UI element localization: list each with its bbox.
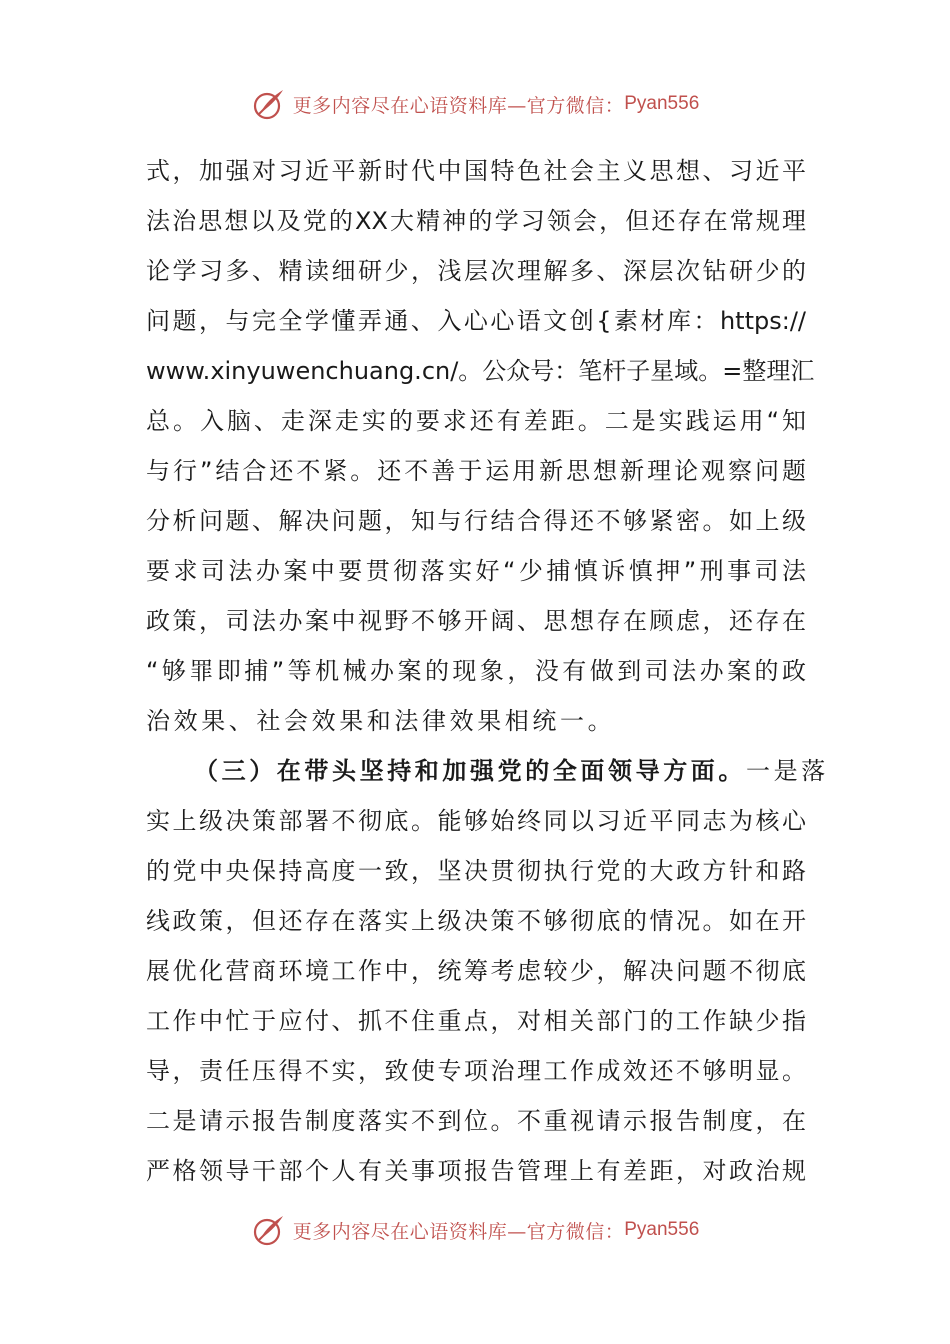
text-line: 导，责任压得不实，致使专项治理工作成效还不够明显。 bbox=[146, 1057, 806, 1085]
text-line: 分析问题、解决问题，知与行结合得还不够紧密。如上级 bbox=[146, 507, 806, 535]
text-line: 二是请示报告制度落实不到位。不重视请示报告制度，在 bbox=[146, 1107, 806, 1135]
section-heading-line bbox=[146, 746, 829, 796]
text-line: 实上级决策部署不彻底。能够始终同以习近平同志为核心 bbox=[146, 807, 806, 835]
text-line: 严格领导干部个人有关事项报告管理上有差距，对政治规 bbox=[146, 1157, 806, 1185]
text-line: 展优化营商环境工作中，统筹考虑较少，解决问题不彻底 bbox=[146, 957, 806, 985]
text-line: 线政策，但还存在落实上级决策不够彻底的情况。如在开 bbox=[146, 907, 806, 935]
text-line: 的党中央保持高度一致，坚决贯彻执行党的大政方针和路 bbox=[146, 857, 806, 885]
text-line: 论学习多、精读细研少，浅层次理解多、深层次钻研少的 bbox=[146, 257, 806, 285]
text-line: 法治思想以及党的XX大精神的学习领会，但还存在常规理 bbox=[146, 207, 806, 235]
text-line: “够罪即捕”等机械办案的现象，没有做到司法办案的政 bbox=[146, 657, 806, 685]
text-line: 工作中忙于应付、抓不住重点，对相关部门的工作缺少指 bbox=[146, 1007, 806, 1035]
text-line: 式，加强对习近平新时代中国特色社会主义思想、习近平 bbox=[146, 157, 806, 185]
text-line: 问题，与完全学懂弄通、入心心语文创{素材库：https:// bbox=[146, 307, 806, 335]
body-text bbox=[146, 146, 829, 1196]
text-line: 政策，司法办案中视野不够开阔、思想存在顾虑，还存在 bbox=[146, 607, 806, 635]
footer-banner-text: 更多内容尽在心语资料库—官方微信： bbox=[292, 1220, 625, 1243]
text-line: 要求司法办案中要贯彻落实好“少捕慎诉慎押”刑事司法 bbox=[146, 557, 806, 585]
header-wechat-handle: Pyan556 bbox=[624, 93, 700, 114]
footer-banner bbox=[0, 1210, 950, 1250]
text-line: 与行”结合还不紧。还不善于运用新思想新理论观察问题 bbox=[146, 457, 806, 485]
text-line: www.xinyuwenchuang.cn/。公众号：笔杆子星域。=整理汇 bbox=[146, 357, 815, 385]
section-heading: （三）在带头坚持和加强党的全面领导方面。 bbox=[194, 757, 746, 785]
header-banner bbox=[0, 84, 950, 124]
footer-wechat-handle: Pyan556 bbox=[624, 1219, 700, 1240]
section-heading-rest: 一是落 bbox=[746, 757, 829, 785]
header-banner-text: 更多内容尽在心语资料库—官方微信： bbox=[292, 94, 625, 117]
text-line: 治效果、社会效果和法律效果相统一。 bbox=[146, 707, 616, 735]
quill-seal-icon bbox=[251, 1212, 287, 1248]
quill-seal-icon bbox=[251, 86, 287, 122]
text-line: 总。入脑、走深走实的要求还有差距。二是实践运用“知 bbox=[146, 407, 806, 435]
